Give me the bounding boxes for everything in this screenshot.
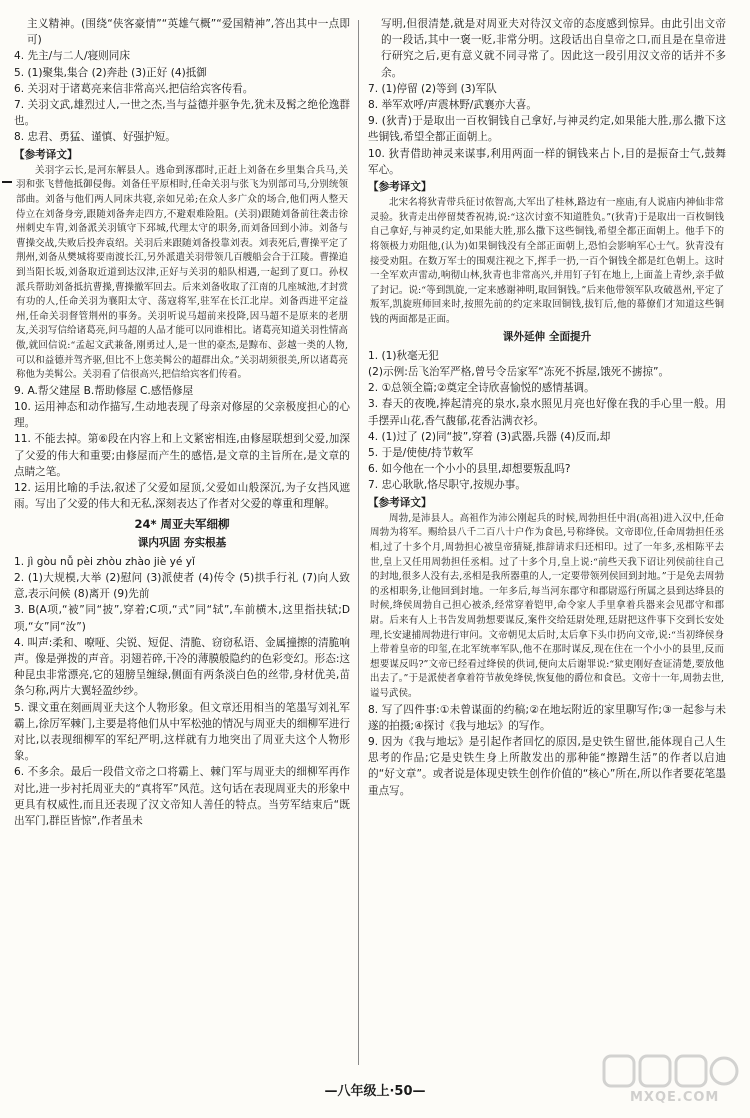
answer-line: 3. 春天的夜晚,捧起清亮的泉水,泉水照见月亮也好像在我的手心里一般。用手摆弄山花,香气馥郁,花香沾满衣衫。 bbox=[368, 398, 726, 427]
answer-line: 写明,但很清楚,就是对周亚夫对待汉文帝的态度感到惊异。由此引出文帝的一段话,其中一褒一贬,非常分明。这段话出自皇帝之口,而且是在皇帝进行研究之后,更有意义就不同寻常了。因此这一段引用汉文帝的话并不多余。 bbox=[381, 18, 726, 79]
reference-translation: 周勃,是沛县人。高祖作为沛公刚起兵的时候,周勃担任中涓(高祖)进入汉中,任命周勃为将军。赐给县八千二百八十户作为食邑,号称绛侯。文帝即位,任命周勃担任丞相,过了十多个月,周勃担心被皇帝猜疑,推辞请求归还相印。过了一年多,丞相陈平去世,皇上又任用周勃担任丞相。过了十多个月,皇上说:“前些天我下诏让列侯前往自己的封地,很多人没有去,丞相是我所器重的人,一定要带领列侯回到封地。”于是免去周勃的丞相职务,让他回到封地。一年多后,每当河东郡守和郡尉巡行所属之县到达绛县的时候,绛侯周勃自己担心被杀,经常穿着铠甲,命令家人手里拿着兵器来会见郡守和郡尉。后来有人上书告发周勃想要谋反,案件交给廷尉处理,廷尉把这件事下交到长安处理,长安逮捕周勃进行审问。文帝朝见太后时,太后拿下头巾扔向文帝,说:“当初绛侯身上带着皇帝的印玺,在北军统率军队,他不在那时谋反,现在住在一个小小的县里,反而想要谋反吗?”文帝已经看过绛侯的供词,便向太后谢罪说:“狱吏刚好查证清楚,要放他出去了。”于是派使者拿着符节赦免绛侯,恢复他的爵位和食邑。文帝十一年,周勃去世,谥号武侯。 bbox=[370, 512, 724, 699]
answer-line: 6. 如今他在一个小小的县里,却想要叛乱吗? bbox=[368, 463, 571, 476]
answer-line: 6. 不多余。最后一段借文帝之口将霸上、棘门军与周亚夫的细柳军再作对比,进一步衬托周亚夫的“真将军”风范。这句话在表现周亚夫的形象中更具有权威性,而且还表现了汉文帝知人善任的特点。当劳军结束后“既出军门,群臣皆惊”,作者虽未 bbox=[14, 766, 350, 828]
reference-translation: 北宋名将狄青带兵征讨侬智高,大军出了桂林,路边有一座庙,有人说庙内神仙非常灵验。狄青走出停留焚香祝祷,说:“这次讨蛮不知道胜负。”(狄青)于是取出一百枚铜钱自己拿好,与神灵约定,如果能大胜,那么撒下这些铜钱,希望全都正面朝上。他手下的将领极力劝阻他,(认为)如果铜钱没有全部正面朝上,恐怕会影响军心士气。狄青没有接受劝阻。在数万军士的围观注视之下,挥手一扔,一百个铜钱全都是红色朝上。这时一全军欢声雷动,响彻山林,狄青也非常高兴,并用钉子钉在地上,上面盖上青纱,亲手做了封记。说:“等到凯旋,一定来感谢神明,取回铜钱。”后来他带领军队攻破邕州,平定了叛军,凯旋班师回来时,按照先前的约定来取回铜钱,拔钉后,他的幕僚们才知道这些铜钱的两面都是正面。 bbox=[370, 197, 724, 325]
answer-line: 3. B(A项,“被”同“披”,穿着;C项,“式”同“轼”,车前横木,这里指扶轼;D项,“女”同“汝”) bbox=[14, 604, 350, 633]
answer-line: 9. (狄青)于是取出一百枚铜钱自己拿好,与神灵约定,如果能大胜,那么撒下这些铜钱,希望全都正面朝上。 bbox=[368, 115, 726, 144]
answer-line: 7. (1)停留 (2)等到 (3)军队 bbox=[368, 82, 497, 95]
answer-line: 12. 运用比喻的手法,叙述了父爱如屋顶,父爱如山般深沉,为子女挡风遮雨。写出了父爱的伟大和无私,深刻表达了作者对父爱的尊重和理解。 bbox=[14, 481, 350, 511]
watermark-icon bbox=[600, 1052, 740, 1092]
answer-line: 7. 关羽文武,雄烈过人,一世之杰,当与益德并驱争先,犹未及髯之绝伦逸群也。 bbox=[14, 99, 350, 128]
answer-line: 10. 狄青借助神灵来谋事,利用两面一样的铜钱来占卜,目的是振奋士气,鼓舞军心。 bbox=[368, 147, 726, 176]
answer-line: 8. 写了四件事:①未曾谋面的约稿;②在地坛附近的家里聊写作;③一起参与未遂的拍摄;④探讨《我与地坛》的写作。 bbox=[368, 703, 726, 732]
answer-line: 4. 叫声:柔和、嘹哑、尖锐、短促、清脆、窃窃私语、金属撞擦的清脆响声。像是弹拨的声音。羽翅若碎,干冷的薄膜般隐约的色彩变幻。形态:这种昆虫非常漂亮,它的翅膀呈缠绿,侧面有两条淡白色的丝带,身材优美,苗条匀称,两片大翼轻盈纱纱。 bbox=[14, 636, 350, 698]
answer-line: 6. 关羽对于诸葛亮来信非常高兴,把信给宾客传看。 bbox=[14, 82, 254, 95]
watermark-text: MXQE.COM bbox=[630, 1090, 720, 1105]
watermark-logo bbox=[600, 1052, 740, 1112]
answer-line: 4. (1)过了 (2)同“披”,穿着 (3)武器,兵器 (4)反而,却 bbox=[368, 430, 611, 443]
lesson-title: 24* 周亚夫军细柳 bbox=[134, 517, 230, 532]
answer-line: 1. (1)秋毫无犯 bbox=[368, 349, 439, 362]
answer-line: 5. 于是/使使/持节敕军 bbox=[368, 447, 474, 459]
reference-translation: 关羽字云长,是河东解县人。逃命到涿郡时,正赶上刘备在乡里集合兵马,关羽和张飞替他抵御侵侮。刘备任平原相时,任命关羽与张飞为别部司马,分别统领部曲。刘备与他们两人同床共寝,亲如兄弟;在众人多广众的场合,他们两人整天侍立在刘备身旁,跟随刘备奔走四方,不避艰难险阻。(关羽)跟随刘备前往袭击徐州刺史车胄,刘备派关羽镇守下邳城,代理太守的职务,而刘备回到小沛。刘备与曹操交战,失败后投奔袁绍。关羽后来跟随刘备投靠刘表。刘表死后,曹操平定了荆州,刘备从樊城将要南渡长江,另外派遣关羽带领几百艘船会合于江陵。曹操追到当阳长坂,刘备取近道到达汉津,正好与关羽的船队相遇,一起到了夏口。孙权派兵帮助刘备抵抗曹操,曹操撤军回去。后来刘备收取了江南的几座城池,才封赏有功的人,任命关羽为襄阳太守、荡寇将军,驻军在长江北岸。刘备西进平定益州,任命关羽督管荆州的事务。关羽听说马超前来投降,因马超不是原来的老朋友,关羽写信给诸葛亮,问马超的人品才能可以同谁相比。诸葛亮知道关羽性情高傲,就回信说:“孟起文武兼备,刚勇过人,是一世的豪杰,是黥布、彭越一类的人物,可以和益德并驾齐驱,但比不上您美髯公的超群出众。”关羽胡须很美,所以诸葛亮称他为美髯公。关羽看了信很高兴,把信给宾客们传看。 bbox=[16, 164, 348, 381]
answer-line: 2. (1)大规模,大举 (2)慰问 (3)派使者 (4)传令 (5)拱手行礼 (7)向人致意,表示问候 (8)离开 (9)先前 bbox=[14, 571, 350, 601]
answer-line: 9. A.帮父建屋 B.帮助修屋 C.感悟修屋 bbox=[14, 384, 194, 397]
reference-translation-heading: 【参考译文】 bbox=[368, 496, 432, 509]
column-divider bbox=[358, 20, 359, 1065]
answer-line: 5. 课文重在刻画周亚夫这个人物形象。但文章还用相当的笔墨写刘礼军霸上,徐厉军棘门,主要是将他们从中军松弛的情况与周亚夫的细柳军进行对比,以表现细柳军的军纪严明,这样就有力地突出了周亚夫这个人物形象。 bbox=[14, 701, 350, 763]
answer-line: 11. 不能去掉。第⑥段在内容上和上文紧密相连,由修屋联想到父爱,加深了父爱的伟大和重要;由修屋而产生的感悟,是文章的主旨所在,是文章的点睛之笔。 bbox=[14, 433, 350, 478]
answer-line: 8. 举军欢呼/声震林野/武襄亦大喜。 bbox=[368, 99, 537, 112]
section-title: 课外延伸 全面提升 bbox=[502, 330, 592, 343]
answer-line: 1. jì gòu nǚ pèi zhòu zhào jiè yé yǐ bbox=[14, 555, 195, 568]
answer-line: 8. 忠君、勇猛、谨慎、好强护短。 bbox=[14, 131, 176, 144]
right-column bbox=[368, 16, 726, 1068]
reference-translation-heading: 【参考译文】 bbox=[368, 181, 432, 194]
answer-line: 7. 忠心耿耿,恪尽职守,按规办事。 bbox=[368, 479, 526, 492]
left-column bbox=[14, 16, 350, 1068]
reference-translation-heading: 【参考译文】 bbox=[14, 148, 78, 161]
answer-line: 5. (1)聚集,集合 (2)奔赴 (3)正好 (4)抵御 bbox=[14, 66, 207, 79]
answer-line: (2)示例:岳飞治军严格,曾号令岳家军“冻死不拆屋,饿死不掳掠”。 bbox=[368, 365, 670, 378]
lesson-subtitle: 课内巩固 夯实根基 bbox=[137, 536, 227, 549]
answer-line: 4. 先主/与二人/寝则同床 bbox=[14, 50, 130, 63]
page-number: —八年级上·50— bbox=[324, 1084, 426, 1099]
answer-line: 2. ①总领全篇;②奠定全诗欣喜愉悦的感情基调。 bbox=[368, 382, 595, 395]
margin-mark bbox=[2, 181, 12, 183]
answer-line: 10. 运用神态和动作描写,生动地表现了母亲对修屋的父亲极度担心的心理。 bbox=[14, 400, 350, 430]
answer-line: 主义精神。(围绕“侠客豪情”“英雄气概”“爱国精神”,答出其中一点即可) bbox=[27, 18, 350, 47]
answer-line: 9. 因为《我与地坛》是引起作者回忆的原因,是史铁生留世,能体现自己人生思考的作品;它是史铁生身上所散发出的那种能“擦蹭生活”的作者以启迪的“好文章”。或者说是体现史铁生创作价值的“核心”所在,所以作者要花笔墨重点写。 bbox=[368, 735, 726, 797]
